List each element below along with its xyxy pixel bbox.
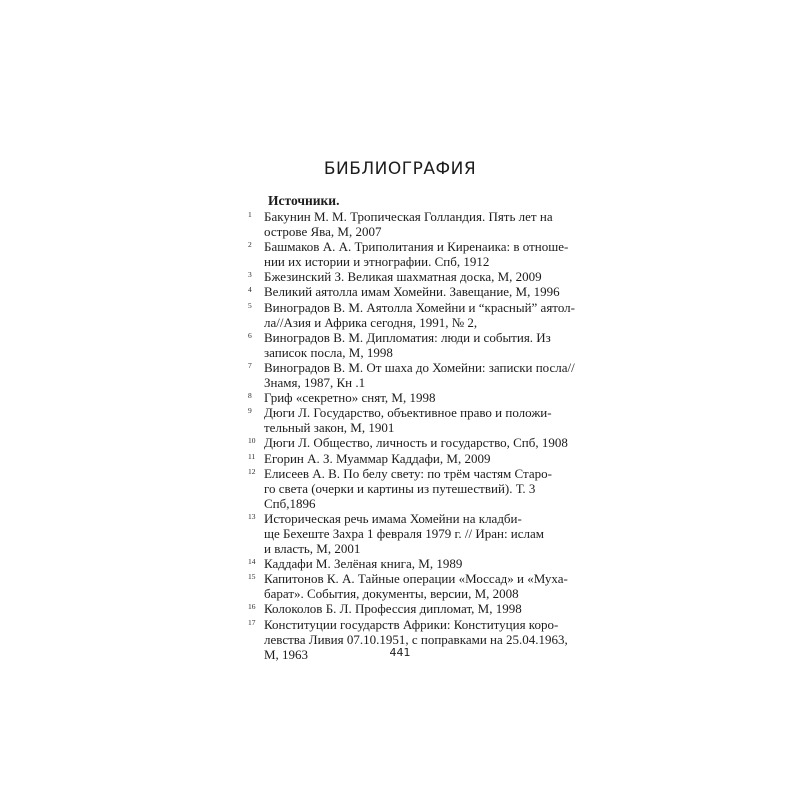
entry-number: 10 [248, 436, 256, 446]
entry-number: 16 [248, 602, 256, 612]
bibliography-entry [248, 601, 548, 616]
entry-text-line: нии их истории и этнографии. Спб, 1912 [264, 254, 490, 270]
entry-text-line: Дюги Л. Общество, личность и государство, Спб, 1908 [264, 435, 568, 451]
entry-number: 4 [248, 285, 252, 295]
entry-text-line: барат». События, документы, версии, М, 2008 [264, 586, 519, 602]
bibliography-entry [248, 209, 553, 240]
entry-text-line: ла//Азия и Африка сегодня, 1991, № 2, [264, 314, 478, 330]
bibliography-entry [248, 359, 575, 391]
bibliography-entry [248, 465, 552, 511]
entry-number: 11 [248, 451, 256, 461]
bibliography-entry [248, 269, 548, 284]
entry-text-line: Бакунин М. М. Тропическая Голландия. Пять лет на [264, 209, 553, 224]
entry-text-line: Виноградов В. М. Аятолла Хомейни и “красный” аятол- [264, 299, 575, 315]
entry-number: 2 [248, 240, 252, 250]
entry-number: 7 [248, 360, 252, 370]
entry-text-line: Великий аятолла имам Хомейни. Завещание, М, 1996 [264, 284, 560, 300]
bibliography-entry [248, 239, 569, 270]
entry-number: 14 [248, 557, 256, 567]
section-heading: Источники. [268, 193, 340, 208]
entry-number: 12 [248, 466, 256, 476]
bibliography-entry [248, 451, 548, 466]
bibliography-entry [248, 405, 552, 436]
entry-text-line: острове Ява, М, 2007 [264, 224, 382, 240]
entry-text-line: го света (очерки и картины из путешествий). Т. 3 [264, 480, 536, 496]
page-number: 441 [389, 646, 411, 659]
entry-number: 8 [248, 391, 252, 401]
entry-text-line: Знамя, 1987, Кн .1 [264, 375, 366, 391]
bibliography-entry [248, 511, 548, 556]
entry-number: 1 [248, 210, 252, 219]
bibliography-entry [248, 284, 560, 300]
entry-text-line: левства Ливия 07.10.1951, с поправками на 25.04.1963, [264, 631, 568, 647]
entry-text-line: Бжезинский З. Великая шахматная доска, М, 2009 [264, 269, 542, 285]
entry-text-line: Елисеев А. В. По белу свету: по трём частям Старо- [264, 465, 552, 481]
entry-text-line: Колоколов Б. Л. Профессия дипломат, М, 1998 [264, 601, 522, 617]
entry-number: 13 [248, 511, 256, 521]
entry-number: 15 [248, 572, 256, 582]
entry-text-line: Виноградов В. М. Дипломатия: люди и события. Из [264, 329, 551, 345]
entry-text-line: тельный закон, М, 1901 [264, 420, 395, 436]
entry-number: 6 [248, 330, 252, 340]
entry-text-line: Капитонов К. А. Тайные операции «Моссад» и «Муха- [264, 571, 568, 587]
entry-text-line: Башмаков А. А. Триполитания и Киренаика: в отноше- [264, 239, 569, 255]
entry-text-line: Конституции государств Африки: Конституция коро- [264, 616, 559, 632]
entry-number: 17 [248, 617, 256, 627]
entry-text-line: Каддафи М. Зелёная книга, М, 1989 [264, 556, 463, 572]
bibliography-list [248, 209, 575, 662]
page-title: БИБЛИОГРАФИЯ [323, 159, 477, 179]
entry-text-line: записок посла, М, 1998 [264, 344, 393, 360]
entry-text-line: Дюги Л. Государство, объективное право и положи- [264, 405, 552, 421]
entry-text-line: Спб,1896 [264, 495, 316, 511]
bibliography-entry [248, 299, 575, 330]
entry-text-line: Историческая речь имама Хомейни на кладби- [264, 510, 522, 526]
entry-text-line: и власть, М, 2001 [264, 541, 361, 557]
bibliography-entry [248, 571, 568, 602]
bibliography-entry [248, 435, 568, 451]
bibliography-entry [248, 390, 548, 405]
entry-text-line: Егорин А. З. Муаммар Каддафи, М, 2009 [264, 450, 491, 466]
entry-number: 3 [248, 270, 252, 280]
entry-text-line: М, 1963 [264, 646, 309, 662]
entry-number: 5 [248, 300, 252, 310]
entry-text-line: Виноградов В. М. От шаха до Хомейни: записки посла// [264, 359, 575, 375]
entry-number: 9 [248, 406, 252, 416]
entry-text-line: Гриф «секретно» снят, М, 1998 [264, 390, 436, 406]
entry-text-line: ще Бехеште Захра 1 февраля 1979 г. // Иран: ислам [264, 525, 545, 541]
bibliography-entry [248, 329, 551, 360]
bibliography-entry [248, 556, 548, 571]
